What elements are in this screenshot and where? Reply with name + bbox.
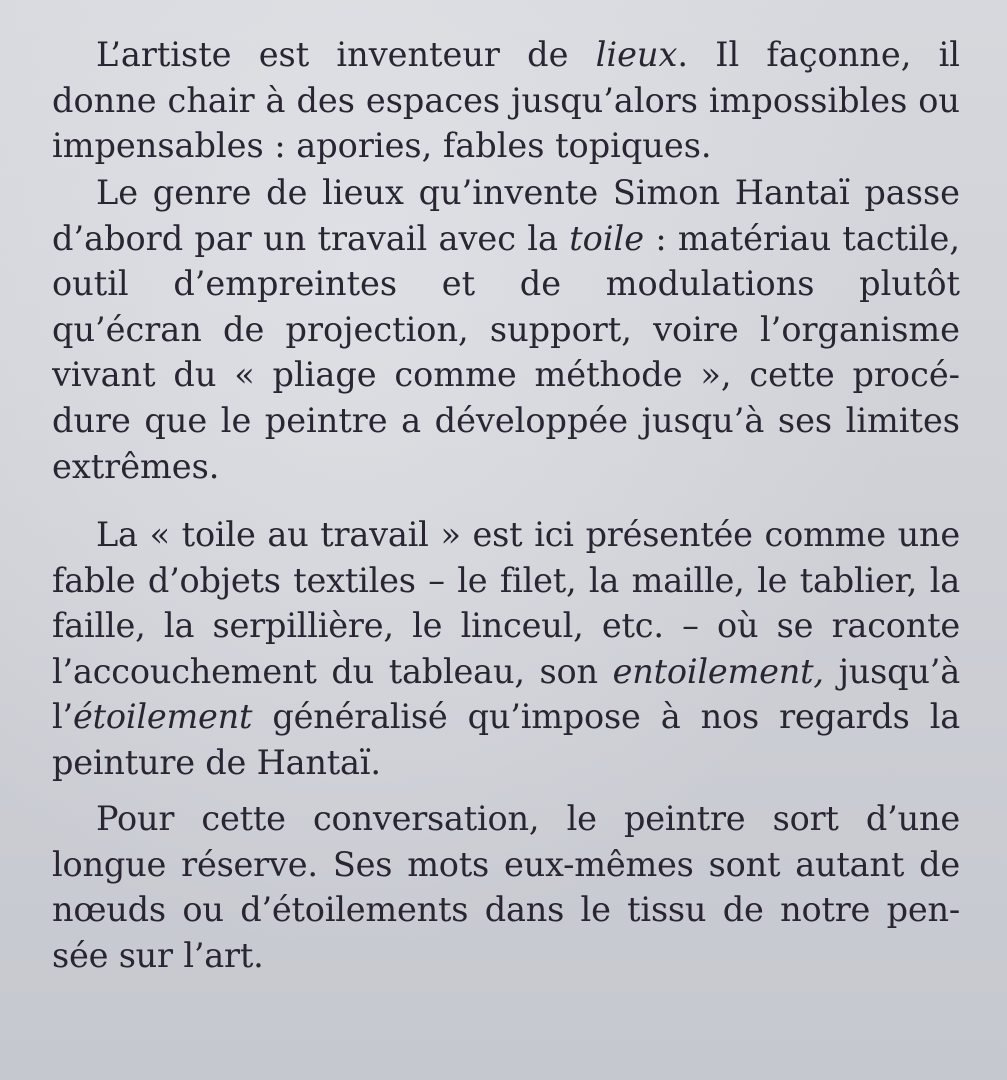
text-line [52, 649, 960, 695]
italic-segment: toile [569, 218, 645, 258]
italic-segment: étoilement [72, 697, 253, 737]
text-line [52, 352, 960, 398]
text-segment: l’ [52, 697, 73, 737]
text-line [52, 123, 960, 169]
text-line [52, 796, 960, 842]
paragraph-3 [52, 512, 960, 786]
text-line [52, 887, 960, 933]
text-segment: Pour cette conversation, le peintre sort d’une [96, 799, 960, 838]
text-line [52, 512, 960, 558]
text-segment: . Il façonne, il [677, 35, 960, 74]
text-segment: généralisé qu’impose à nos regards la [252, 697, 960, 737]
text-segment: La « toile au travail » est ici présentée comme une [96, 515, 960, 554]
text-segment: longue réserve. Ses mots eux-mêmes sont autant de [52, 844, 960, 884]
text-line [52, 307, 960, 353]
text-segment: l’accouchement du tableau, son [52, 651, 613, 691]
text-segment: nœuds ou d’étoilements dans le tissu de notre pen- [52, 890, 960, 930]
text-line [52, 933, 960, 979]
text-segment: peinture de Hantaï. [52, 742, 381, 782]
text-line [52, 842, 960, 888]
text-line [52, 444, 960, 490]
text-line [52, 170, 960, 216]
text-segment: fable d’objets textiles – le filet, la maille, le tablier, la [52, 560, 960, 600]
text-segment: impensables : apories, fables topiques. [52, 126, 712, 166]
text-line [52, 78, 960, 124]
text-line [52, 694, 960, 740]
text-line [52, 558, 960, 604]
text-segment: donne chair à des espaces jusqu’alors impossibles ou [52, 80, 960, 120]
paragraph-1 [52, 32, 960, 169]
text-segment: vivant du « pliage comme méthode », cette procé- [52, 355, 960, 395]
text-segment: extrêmes. [52, 446, 220, 486]
text-segment: : matériau tactile, [644, 218, 960, 258]
text-line [52, 32, 960, 78]
italic-segment: entoilement, [612, 651, 824, 691]
paragraph-4 [52, 796, 960, 978]
text-segment: qu’écran de projection, support, voire l’organisme [52, 309, 960, 349]
text-segment: outil d’empreintes et de modulations plutôt [52, 264, 960, 304]
text-segment: jusqu’à [823, 651, 960, 691]
text-segment: sée sur l’art. [52, 935, 264, 975]
text-line [52, 261, 960, 307]
italic-segment: lieux [595, 35, 678, 74]
text-segment: faille, la serpillière, le linceul, etc. – où se raconte [52, 606, 960, 646]
text-line [52, 398, 960, 444]
text-segment: dure que le peintre a développée jusqu’à ses limites [52, 400, 960, 440]
text-segment: L’artiste est inventeur de [96, 35, 596, 74]
text-segment: d’abord par un travail avec la [52, 218, 570, 258]
text-line [52, 740, 960, 786]
paragraph-2 [52, 170, 960, 489]
text-segment: Le genre de lieux qu’invente Simon Hantaï passe [96, 173, 960, 212]
text-line [52, 603, 960, 649]
text-line [52, 216, 960, 262]
